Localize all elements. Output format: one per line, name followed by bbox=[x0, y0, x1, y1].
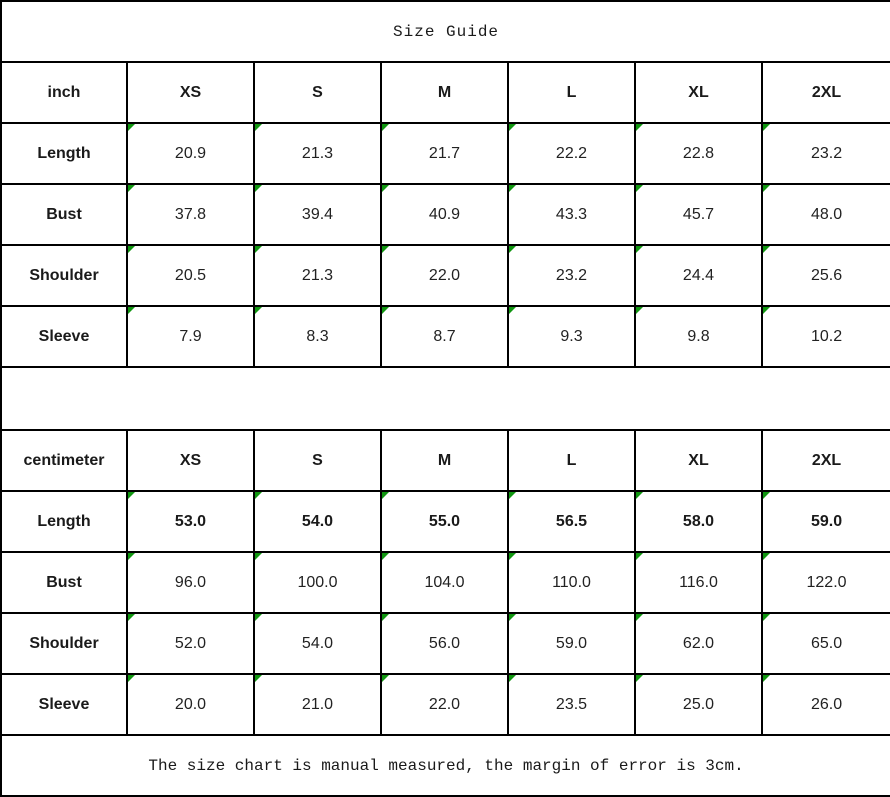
size-value-cell bbox=[635, 306, 762, 367]
size-value-cell bbox=[508, 184, 635, 245]
corner-triangle-icon bbox=[763, 124, 770, 131]
size-value-cell bbox=[254, 613, 381, 674]
size-value: 21.3 bbox=[301, 266, 334, 284]
size-value-cell bbox=[635, 674, 762, 735]
size-value: 59.0 bbox=[810, 512, 843, 530]
row-label-shoulder: Shoulder bbox=[1, 245, 127, 306]
corner-triangle-icon bbox=[382, 246, 389, 253]
size-value-cell bbox=[254, 184, 381, 245]
size-value: 45.7 bbox=[682, 205, 715, 223]
size-value: 8.7 bbox=[433, 327, 456, 345]
table-row bbox=[1, 245, 890, 306]
size-value: 21.0 bbox=[301, 695, 334, 713]
size-value-cell bbox=[381, 552, 508, 613]
size-value-cell bbox=[508, 491, 635, 552]
size-value: 22.2 bbox=[555, 144, 588, 162]
corner-triangle-icon bbox=[128, 614, 135, 621]
size-value-cell bbox=[127, 306, 254, 367]
size-value-cell bbox=[508, 613, 635, 674]
size-value: 22.8 bbox=[682, 144, 715, 162]
corner-triangle-icon bbox=[255, 307, 262, 314]
size-value: 23.2 bbox=[555, 266, 588, 284]
table-row bbox=[1, 491, 890, 552]
size-value: 58.0 bbox=[682, 512, 715, 530]
row-label-sleeve: Sleeve bbox=[1, 306, 127, 367]
corner-triangle-icon bbox=[128, 246, 135, 253]
corner-triangle-icon bbox=[636, 614, 643, 621]
size-value-cell bbox=[762, 123, 890, 184]
size-value: 39.4 bbox=[301, 205, 334, 223]
size-value-cell bbox=[381, 306, 508, 367]
size-value: 8.3 bbox=[306, 327, 329, 345]
corner-triangle-icon bbox=[255, 553, 262, 560]
size-value-cell bbox=[635, 613, 762, 674]
size-header-xl: XL bbox=[635, 430, 762, 491]
size-value-cell bbox=[127, 184, 254, 245]
corner-triangle-icon bbox=[128, 492, 135, 499]
size-value-cell bbox=[508, 306, 635, 367]
size-value-cell bbox=[508, 674, 635, 735]
size-value-cell bbox=[254, 491, 381, 552]
size-value-cell bbox=[381, 491, 508, 552]
size-value-cell bbox=[762, 306, 890, 367]
size-value: 100.0 bbox=[297, 573, 338, 591]
corner-triangle-icon bbox=[255, 614, 262, 621]
size-value-cell bbox=[762, 245, 890, 306]
size-value-cell bbox=[127, 674, 254, 735]
size-header-xl: XL bbox=[635, 62, 762, 123]
size-value: 25.0 bbox=[682, 695, 715, 713]
size-value: 37.8 bbox=[174, 205, 207, 223]
corner-triangle-icon bbox=[255, 675, 262, 682]
size-value: 54.0 bbox=[301, 634, 334, 652]
corner-triangle-icon bbox=[128, 185, 135, 192]
size-header-xs: XS bbox=[127, 430, 254, 491]
size-value-cell bbox=[508, 245, 635, 306]
separator-row bbox=[1, 367, 890, 430]
size-header-xs: XS bbox=[127, 62, 254, 123]
corner-triangle-icon bbox=[763, 185, 770, 192]
size-header-2xl: 2XL bbox=[762, 62, 890, 123]
size-value-cell bbox=[381, 123, 508, 184]
corner-triangle-icon bbox=[763, 492, 770, 499]
size-value: 62.0 bbox=[682, 634, 715, 652]
size-value: 21.7 bbox=[428, 144, 461, 162]
corner-triangle-icon bbox=[509, 307, 516, 314]
corner-triangle-icon bbox=[763, 614, 770, 621]
size-value-cell bbox=[381, 674, 508, 735]
corner-triangle-icon bbox=[509, 614, 516, 621]
size-value-cell bbox=[508, 123, 635, 184]
size-value-cell bbox=[254, 123, 381, 184]
size-header-m: M bbox=[381, 62, 508, 123]
size-value: 7.9 bbox=[179, 327, 202, 345]
corner-triangle-icon bbox=[382, 185, 389, 192]
size-value: 9.8 bbox=[687, 327, 710, 345]
size-value: 104.0 bbox=[424, 573, 465, 591]
corner-triangle-icon bbox=[636, 553, 643, 560]
size-value: 24.4 bbox=[682, 266, 715, 284]
table-row bbox=[1, 552, 890, 613]
size-value: 59.0 bbox=[555, 634, 588, 652]
size-value: 54.0 bbox=[301, 512, 334, 530]
size-header-s: S bbox=[254, 62, 381, 123]
corner-triangle-icon bbox=[382, 614, 389, 621]
corner-triangle-icon bbox=[382, 492, 389, 499]
corner-triangle-icon bbox=[763, 553, 770, 560]
size-value-cell bbox=[762, 491, 890, 552]
size-value-cell bbox=[127, 552, 254, 613]
size-value-cell bbox=[762, 674, 890, 735]
corner-triangle-icon bbox=[509, 675, 516, 682]
size-value: 52.0 bbox=[174, 634, 207, 652]
size-value-cell bbox=[635, 245, 762, 306]
corner-triangle-icon bbox=[636, 124, 643, 131]
corner-triangle-icon bbox=[636, 246, 643, 253]
size-value: 116.0 bbox=[679, 573, 718, 591]
corner-triangle-icon bbox=[509, 185, 516, 192]
size-header-l: L bbox=[508, 430, 635, 491]
page-title: Size Guide bbox=[1, 1, 890, 62]
size-value-cell bbox=[762, 184, 890, 245]
row-label-length: Length bbox=[1, 123, 127, 184]
size-value-cell bbox=[635, 491, 762, 552]
corner-triangle-icon bbox=[763, 307, 770, 314]
corner-triangle-icon bbox=[636, 675, 643, 682]
corner-triangle-icon bbox=[255, 492, 262, 499]
corner-triangle-icon bbox=[509, 246, 516, 253]
size-value: 22.0 bbox=[428, 695, 461, 713]
size-value-cell bbox=[254, 552, 381, 613]
size-value-cell bbox=[508, 552, 635, 613]
size-value: 56.5 bbox=[555, 512, 588, 530]
size-value: 10.2 bbox=[810, 327, 843, 345]
size-value-cell bbox=[127, 123, 254, 184]
size-value: 25.6 bbox=[810, 266, 843, 284]
size-value-cell bbox=[127, 613, 254, 674]
corner-triangle-icon bbox=[255, 185, 262, 192]
measurement-note: The size chart is manual measured, the margin of error is 3cm. bbox=[1, 735, 890, 796]
table-row bbox=[1, 613, 890, 674]
corner-triangle-icon bbox=[763, 246, 770, 253]
size-value: 21.3 bbox=[301, 144, 334, 162]
size-value-cell bbox=[762, 552, 890, 613]
size-header-s: S bbox=[254, 430, 381, 491]
corner-triangle-icon bbox=[509, 124, 516, 131]
corner-triangle-icon bbox=[636, 307, 643, 314]
corner-triangle-icon bbox=[382, 124, 389, 131]
unit-header-centimeter: centimeter bbox=[1, 430, 127, 491]
row-label-shoulder: Shoulder bbox=[1, 613, 127, 674]
corner-triangle-icon bbox=[128, 553, 135, 560]
corner-triangle-icon bbox=[763, 675, 770, 682]
size-value-cell bbox=[127, 491, 254, 552]
size-value: 96.0 bbox=[174, 573, 207, 591]
size-value-cell bbox=[127, 245, 254, 306]
size-value: 23.2 bbox=[810, 144, 843, 162]
size-value-cell bbox=[635, 184, 762, 245]
size-header-2xl: 2XL bbox=[762, 430, 890, 491]
table-row bbox=[1, 674, 890, 735]
table-row bbox=[1, 184, 890, 245]
size-value-cell bbox=[254, 674, 381, 735]
corner-triangle-icon bbox=[128, 307, 135, 314]
table-row bbox=[1, 306, 890, 367]
size-value: 55.0 bbox=[428, 512, 461, 530]
corner-triangle-icon bbox=[255, 246, 262, 253]
row-label-length: Length bbox=[1, 491, 127, 552]
corner-triangle-icon bbox=[255, 124, 262, 131]
corner-triangle-icon bbox=[382, 553, 389, 560]
size-value: 9.3 bbox=[560, 327, 583, 345]
size-value-cell bbox=[381, 184, 508, 245]
corner-triangle-icon bbox=[128, 675, 135, 682]
size-header-l: L bbox=[508, 62, 635, 123]
size-value: 53.0 bbox=[174, 512, 207, 530]
corner-triangle-icon bbox=[636, 185, 643, 192]
size-value: 26.0 bbox=[810, 695, 843, 713]
size-value-cell bbox=[762, 613, 890, 674]
size-value: 22.0 bbox=[428, 266, 461, 284]
size-value-cell bbox=[254, 306, 381, 367]
size-value-cell bbox=[381, 245, 508, 306]
table-row bbox=[1, 123, 890, 184]
size-value-cell bbox=[635, 123, 762, 184]
size-value: 20.0 bbox=[174, 695, 207, 713]
unit-header-inch: inch bbox=[1, 62, 127, 123]
row-label-bust: Bust bbox=[1, 184, 127, 245]
corner-triangle-icon bbox=[509, 553, 516, 560]
size-value: 20.5 bbox=[174, 266, 207, 284]
corner-triangle-icon bbox=[382, 307, 389, 314]
size-value: 48.0 bbox=[810, 205, 843, 223]
size-value: 43.3 bbox=[555, 205, 588, 223]
size-value-cell bbox=[254, 245, 381, 306]
size-value: 65.0 bbox=[810, 634, 843, 652]
size-value-cell bbox=[381, 613, 508, 674]
size-value: 122.0 bbox=[806, 573, 847, 591]
size-value: 40.9 bbox=[428, 205, 461, 223]
size-value-cell bbox=[635, 552, 762, 613]
size-header-m: M bbox=[381, 430, 508, 491]
size-value: 110.0 bbox=[552, 573, 591, 591]
corner-triangle-icon bbox=[128, 124, 135, 131]
corner-triangle-icon bbox=[382, 675, 389, 682]
corner-triangle-icon bbox=[636, 492, 643, 499]
corner-triangle-icon bbox=[509, 492, 516, 499]
row-label-bust: Bust bbox=[1, 552, 127, 613]
size-value: 56.0 bbox=[428, 634, 461, 652]
row-label-sleeve: Sleeve bbox=[1, 674, 127, 735]
size-value: 23.5 bbox=[555, 695, 588, 713]
size-value: 20.9 bbox=[174, 144, 207, 162]
